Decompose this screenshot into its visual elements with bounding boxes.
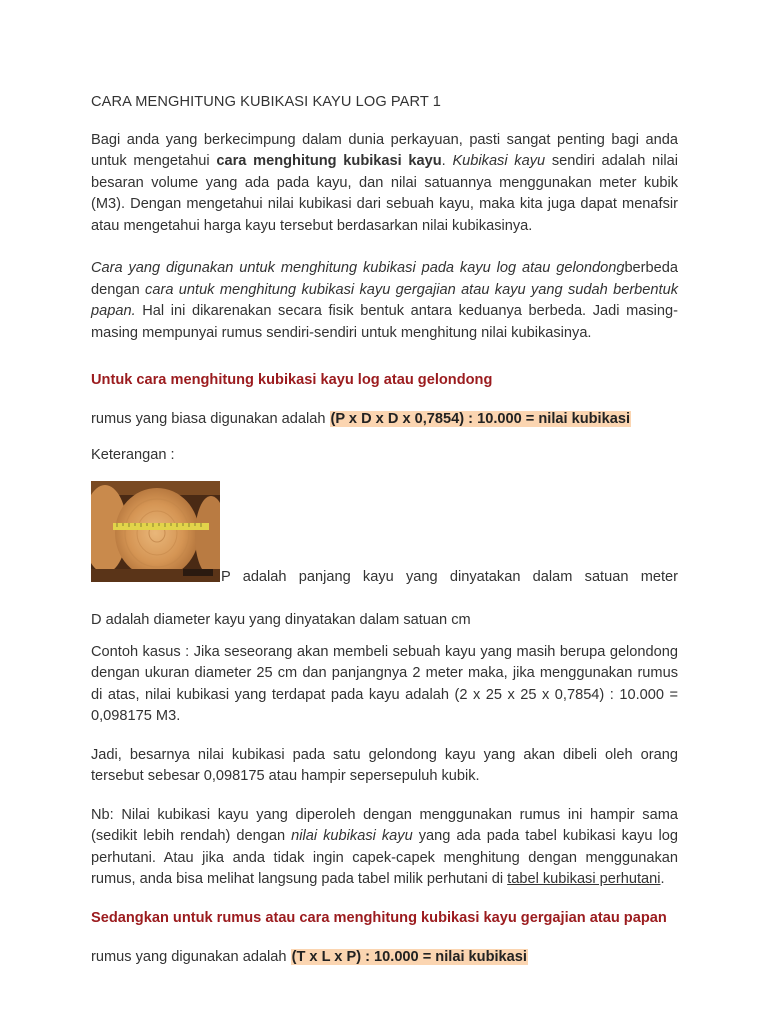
article <box>91 92 678 969</box>
intro-text-3: sendiri adalah nilai besaran volume yang ada pada kayu, dan nilai satuannya menggunakan meter kubik (M3). Dengan mengetahui nilai kubikasi dari sebuah kayu, maka kita juga dapat menafsir atau mengetahui harga kayu tersebut berdasarkan nilai kubikasinya. <box>91 153 679 234</box>
intro-text-1: Bagi anda yang berkecimpung dalam dunia perkayuan, pasti sangat penting bagi anda untuk mengetahui <box>91 131 678 169</box>
comparison-paragraph <box>91 258 678 344</box>
intro-bold: cara menghitung kubikasi kayu <box>216 153 442 169</box>
p-definition-block <box>91 567 678 632</box>
p-definition: P adalah panjang kayu yang dinyatakan dalam satuan meter <box>221 568 678 585</box>
para2-italic-1: Cara yang digunakan untuk menghitung kubikasi pada kayu log atau gelondong <box>91 260 625 276</box>
intro-paragraph <box>91 130 678 238</box>
nb-text-1: Nb: Nilai kubikasi kayu yang diperoleh dengan menggunakan rumus ini hampir sama (sedikit lebih rendah) dengan <box>91 806 678 844</box>
para2-text-2: Hal ini dikarenakan secara fisik bentuk antara keduanya berbeda. Jadi masing-masing mempunyai rumus sendiri-sendiri untuk menghitung nilai kubikasinya. <box>91 303 678 341</box>
intro-text-2: . <box>441 153 453 169</box>
formula-sawn-line <box>91 947 678 969</box>
note-paragraph <box>91 805 678 891</box>
example-paragraph: Contoh kasus : Jika seseorang akan membeli sebuah kayu yang masih berupa gelondong dengan ukuran diameter 25 cm dan panjangnya 2 meter maka, jika menggunakan rumus di atas, nilai kubikasi yang terdapat pada kayu adalah (2 x 25 x 25 x 0,7854) : 10.000 = 0,098175 M3. <box>91 643 678 724</box>
section-heading-log: Untuk cara menghitung kubikasi kayu log atau gelondong <box>91 372 493 388</box>
nb-text-2: yang ada pada tabel kubikasi kayu log perhutani. Atau jika anda tidak ingin capek-capek menghitung dengan menggunakan rumus, anda bisa melihat langsung pada tabel milik perhutani di <box>91 828 679 887</box>
formula-log-line <box>91 409 678 431</box>
perhutani-table-link[interactable]: tabel kubikasi perhutani <box>507 871 661 887</box>
para2-italic-2: cara untuk menghitung kubikasi kayu gergajian atau kayu yang sudah berbentuk papan. <box>91 281 678 319</box>
para2-text-1: berbeda dengan <box>91 260 678 298</box>
formula-sawn-prefix: rumus yang digunakan adalah <box>91 949 291 965</box>
conclusion-paragraph: Jadi, besarnya nilai kubikasi pada satu gelondong kayu yang akan dibeli oleh orang tersebut sebesar 0,098175 atau hampir sepersepuluh kubik. <box>91 746 678 784</box>
formula-sawn-highlight: (T x L x P) : 10.000 = nilai kubikasi <box>291 949 527 965</box>
d-definition: D adalah diameter kayu yang dinyatakan dalam satuan cm <box>91 611 471 628</box>
log-image-row <box>91 481 678 628</box>
intro-italic: Kubikasi kayu <box>452 153 546 169</box>
section-heading-sawn: Sedangkan untuk rumus atau cara menghitung kubikasi kayu gergajian atau papan <box>91 909 667 926</box>
formula-log-prefix: rumus yang biasa digunakan adalah <box>91 410 330 427</box>
nb-italic: nilai kubikasi kayu <box>291 828 413 844</box>
document-title: CARA MENGHITUNG KUBIKASI KAYU LOG PART 1 <box>91 94 442 110</box>
nb-text-3: . <box>660 871 665 887</box>
keterangan-label: Keterangan : <box>91 447 175 463</box>
formula-log-highlight: (P x D x D x 0,7854) : 10.000 = nilai kubikasi <box>330 410 631 427</box>
